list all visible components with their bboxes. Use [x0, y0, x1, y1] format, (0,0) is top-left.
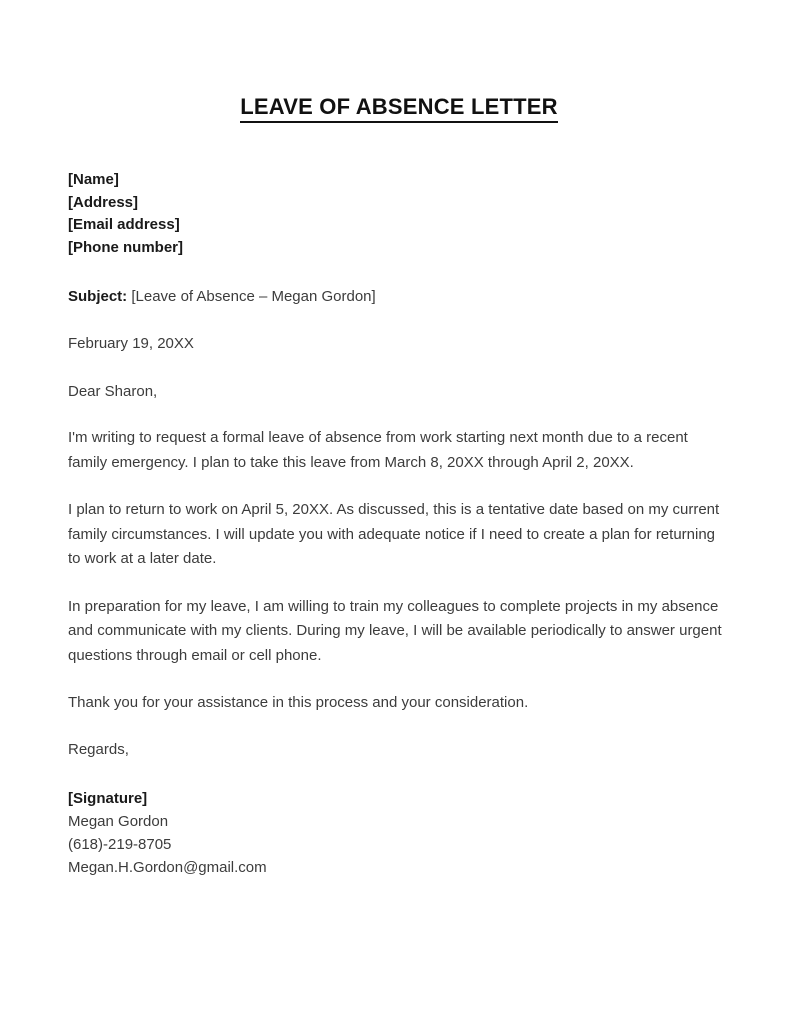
sender-contact-block — [68, 169, 730, 259]
page-title-text: LEAVE OF ABSENCE LETTER — [240, 95, 558, 123]
subject-label: Subject: — [68, 288, 128, 306]
subject-value: [Leave of Absence – Megan Gordon] — [131, 288, 376, 306]
signature-phone: (618)-219-8705 — [68, 835, 172, 853]
body-paragraph-1: I'm writing to request a formal leave of absence from work starting next month due to a recent family emergency. I plan to take this leave from March 8, 20XX through April 2, 20XX. — [68, 429, 688, 471]
signature-email: Megan.H.Gordon@gmail.com — [68, 858, 267, 876]
letter-content — [68, 0, 730, 879]
body-paragraph-4: Thank you for your assistance in this process and your consideration. — [68, 694, 529, 712]
signature-block — [68, 787, 730, 879]
body-paragraph-3: In preparation for my leave, I am willing to train my colleagues to complete projects in my absence and communicate with my clients. During my leave, I will be available periodically to answer urgent questions through email or cell phone. — [68, 597, 722, 664]
sender-address-placeholder: [Address] — [68, 193, 139, 211]
sender-phone-placeholder: [Phone number] — [68, 238, 183, 256]
page-title — [68, 0, 730, 123]
closing-salutation: Regards, — [68, 740, 129, 758]
letter-date: February 19, 20XX — [68, 335, 194, 353]
signature-placeholder: [Signature] — [68, 789, 148, 807]
sender-name-placeholder: [Name] — [68, 171, 119, 189]
body-paragraph-2: I plan to return to work on April 5, 20XX. As discussed, this is a tentative date based on my current family circumstances. I will update you with adequate notice if I need to create a plan for returning to work at a later date. — [68, 501, 720, 568]
salutation: Dear Sharon, — [68, 383, 158, 401]
signature-name: Megan Gordon — [68, 812, 169, 830]
sender-email-placeholder: [Email address] — [68, 216, 180, 234]
subject-line — [68, 286, 730, 308]
